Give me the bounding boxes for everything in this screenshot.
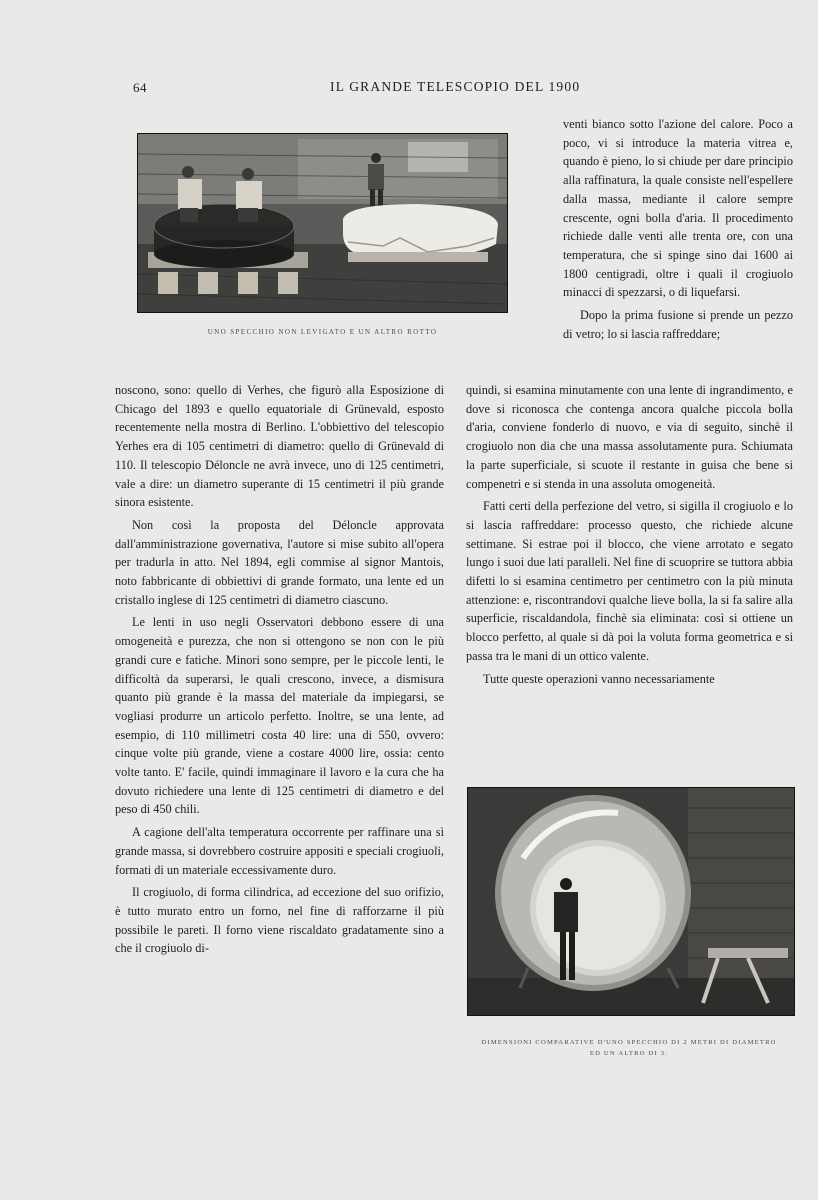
left-paragraph: Non così la proposta del Déloncle approvata dall'amministrazione governativa, l'autore si mise subito all'opera per tradurla in atto. Nel 1894, egli commise al signor Mantois, noto fabbricante di obbiettivi di grande formato, una lente ed un cristallo inglese di 125 centimetri di diametro ciascuno. <box>115 517 444 607</box>
right-middle-paragraph: Fatti certi della perfezione del vetro, si sigilla il crogiuolo e lo si lascia raffreddare: processo questo, che richiede alcune settimane. Si estrae poi il blocco, che viene arrotato e segato lungo i suoi due lati paralleli. Nel fine di scuoprire se tuttora abbia difetti lo si esamina centimetro per centimetro con la più minuta attenzione: e, riscontrandovi qualche lieve bolla, la si fa salire alla superficie, riscaldandola, finchè sia eliminata: così si ottiene un blocco perfetto, al quale si dà poi la voluta forma geometrica e si passa tra le mani di un ottico valente. <box>466 499 793 663</box>
right-top-paragraph: venti bianco sotto l'azione del calore. Poco a poco, vi si introduce la materia vitrea e, quando è pieno, lo si chiude per dare principio alla raffinatura, la quale consiste nell'espellere dalla massa, mediante il calore sempre crescente, ogni bolla d'aria. Il procedimento richiede dalle venti alle trenta ore, con una temperatura, che si spinge sino dai 1600 ai 1800 centigradi, oltre i quali il crogiuolo minacci di spezzarsi, o di liquefarsi. <box>563 117 793 300</box>
figure-unpolished-mirror <box>137 133 508 313</box>
figure-comparative-mirrors <box>467 787 795 1016</box>
right-middle-paragraph: Tutte queste operazioni vanno necessariamente <box>483 671 715 686</box>
right-column-middle <box>466 381 793 688</box>
right-column-top <box>563 115 793 343</box>
left-paragraph: A cagione dell'alta temperatura occorrente per raffinare una sì grande massa, si dovrebbero costruire appositi e speciali crogiuoli, formati di un materiale eccessivamente duro. <box>115 825 444 877</box>
figure-top-caption: UNO SPECCHIO NON LEVIGATO E UN ALTRO ROTTO <box>207 328 438 336</box>
engraving-illustration-top <box>138 134 507 312</box>
engraving-illustration-bottom <box>468 788 794 1015</box>
left-paragraph: Le lenti in uso negli Osservatori debbono essere di una omogeneità e purezza, che non si ottengono se non con le più grandi cure e fatiche. Minori sono sempre, per le piccole lenti, le difficoltà da superarsi, le quali crescono, invece, a dismisura quanto più grande è la massa del materiale da impiegarsi, se vogliasi produrre un articolo perfetto. Inoltre, se una lente, ad esempio, di 110 millimetri costa 40 lire: una di 550, ovvero: cinque volte più grande, viene a costare 4000 lire, ossia: cento volte tanto. E' facile, quindi immaginare il lavoro e la cura che ha dovuto richiedere una lente di 125 centimetri di diametro e del peso di 450 chili. <box>115 615 444 817</box>
figure-bottom-caption <box>453 1037 805 1059</box>
running-title: IL GRANDE TELESCOPIO DEL 1900 <box>330 79 581 94</box>
left-paragraph: Il crogiuolo, di forma cilindrica, ad eccezione del suo orifizio, è tutto murato entro un forno, nel fine di rafforzarne il più possibile le pareti. Il forno viene riscaldato gradatamente sino a che il crogiuolo di- <box>115 885 444 956</box>
right-middle-paragraph: quindi, si esamina minutamente con una lente di ingrandimento, e dove si riconosca che contenga ancora qualche piccola bolla d'aria, conviene fonderlo di nuovo, e via di seguito, sinchè il crogiuolo non dia che una massa assolutamente pura. Schiumata la parte superficiale, si scuote il restante in guisa che bene si compenetri e si stenda in una assoluta omogeneità. <box>466 383 793 491</box>
left-column <box>115 381 444 958</box>
right-top-paragraph: Dopo la prima fusione si prende un pezzo di vetro; lo si lascia raffreddare; <box>563 308 793 341</box>
page-number: 64 <box>133 80 147 95</box>
figure-bottom-caption-line: ED UN ALTRO DI 3. <box>589 1050 669 1057</box>
left-paragraph: noscono, sono: quello di Verhes, che figurò alla Esposizione di Chicago del 1893 e quello equatoriale di Grünevald, esposto recentemente nella mostra di Berlino. L'obbiettivo del telescopio Yerhes era di 105 centimetri di diametro: quello di Grünevald di 110. Il telescopio Déloncle ne avrà invece, uno di 125 centimetri, vale a dire: un diametro superante di 15 centimetri il più grande sinora esistente. <box>115 383 444 510</box>
figure-bottom-caption-line: DIMENSIONI COMPARATIVE D'UNO SPECCHIO DI 2 METRI DI DIAMETRO <box>481 1039 777 1046</box>
